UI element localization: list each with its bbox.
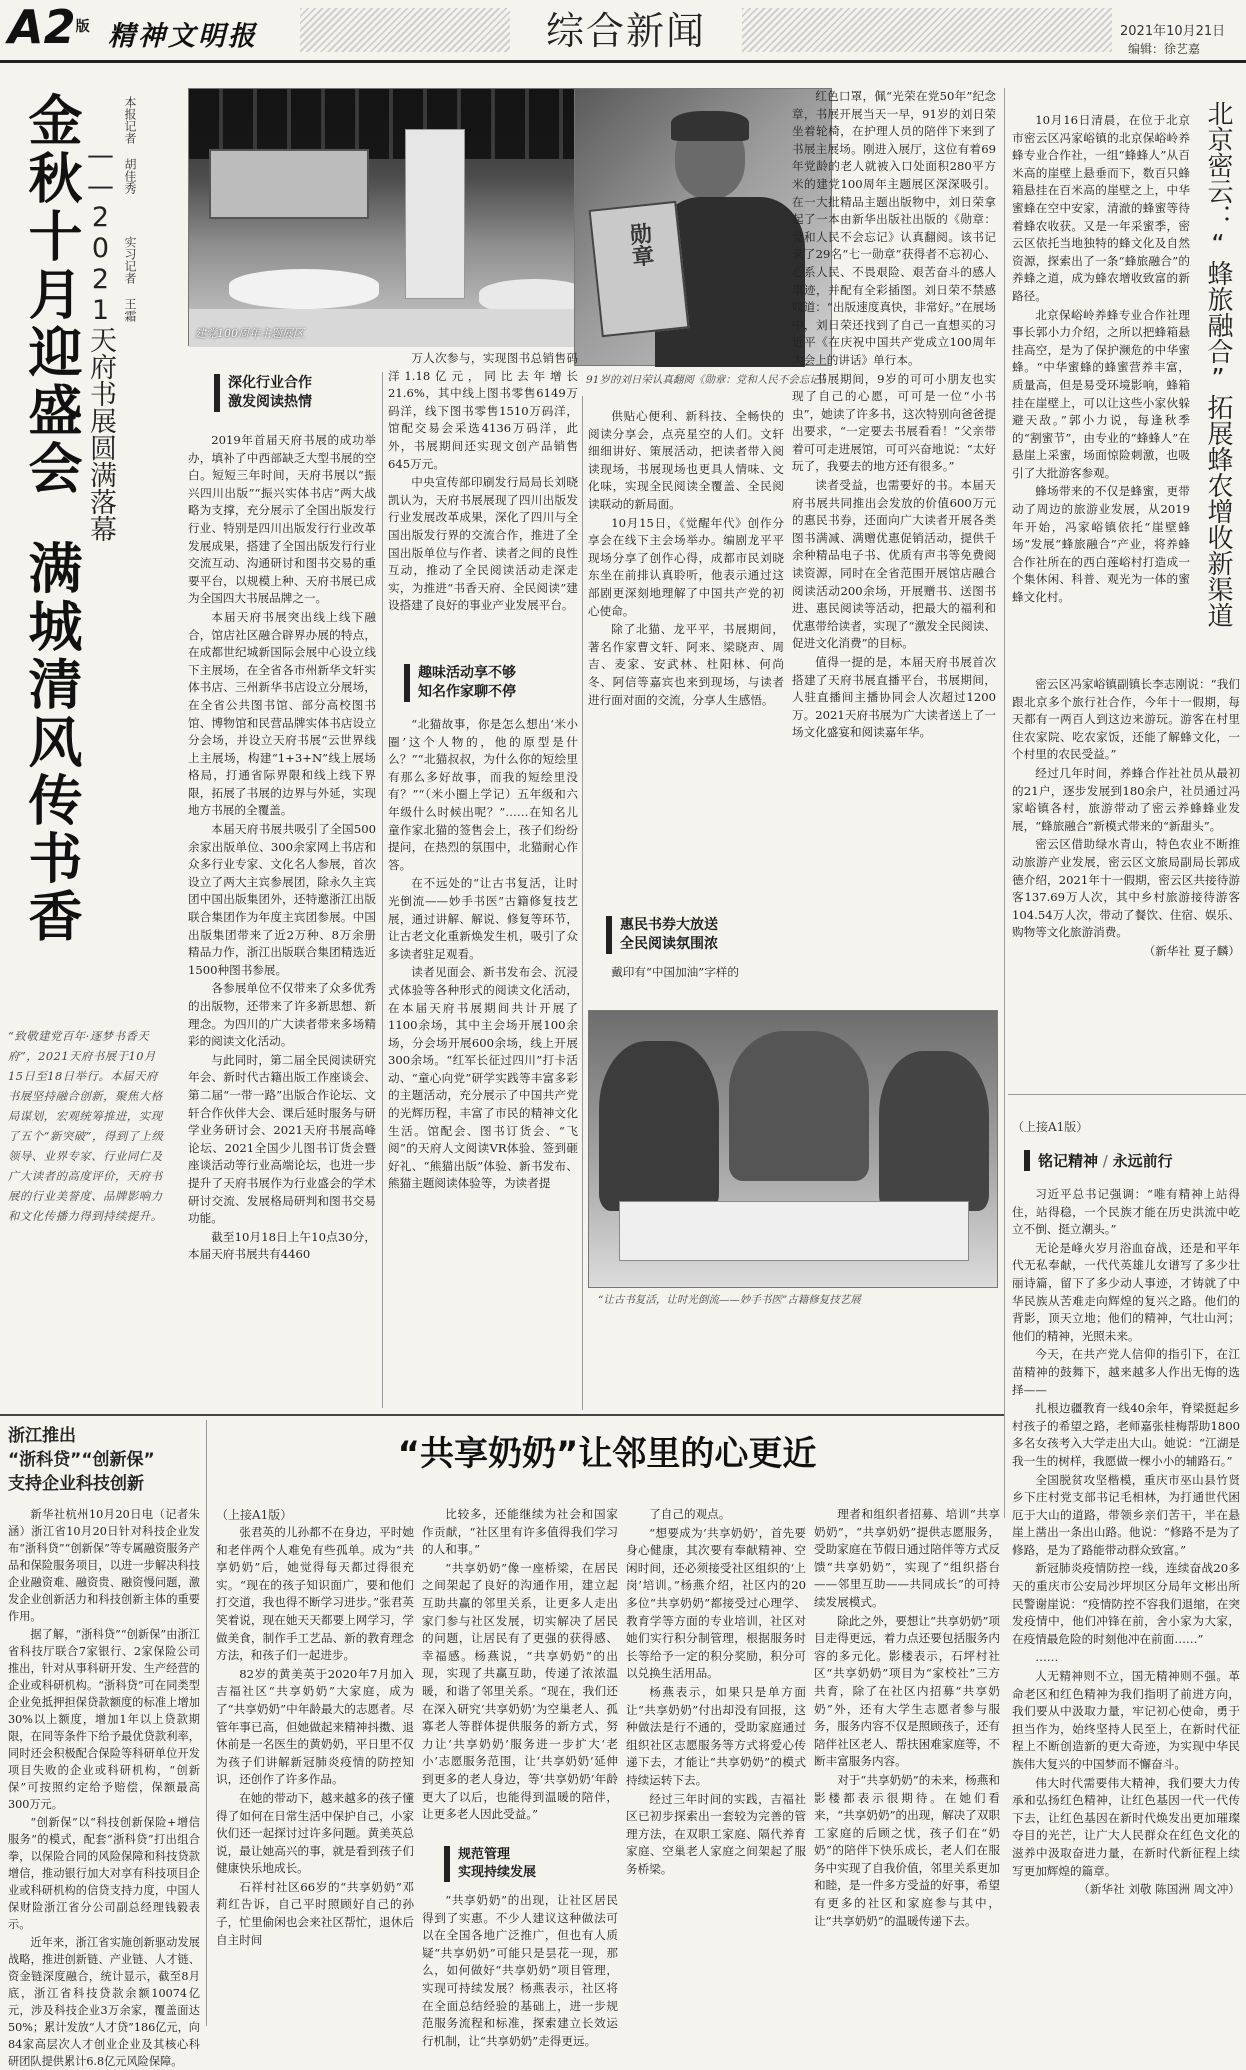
spirit-para: 习近平总书记强调：“唯有精神上站得住，站得稳，一个民族才能在历史洪流中屹立不倒、挺立潮头。” [1012,1187,1240,1237]
lead-subheadline: ——2021天府书展圆满落幕 [85,140,116,542]
lead-col4-para: 书展期间，9岁的可可小朋友也实现了自己的心愿，可可是一位“小书虫”，她读了许多书，这次特别向爸爸提出要求，“一定要去书展看看！”父亲带着可可走进展馆，可可兴奋地说：“太好玩了，我要去的地方还有很多。” [792,371,996,474]
lead-column-3 [588,408,784,902]
lead-byline-2: 实习记者 王霜 [123,236,137,322]
right-story-credit: （新华社 夏子麟） [1143,943,1240,958]
lead-column-2 [388,350,578,660]
section-rule [0,1414,1004,1416]
column-rule [206,1420,207,2026]
masthead [0,0,1246,64]
zhejiang-para: 近年来，浙江省实施创新驱动发展战略，推进创新链、产业链、人才链、资金链深度融合，统计显示，截至8月底，浙江省科技贷款余额10074亿元，涉及科技企业3万余家，覆盖面达50%；累计发放“人才贷”186亿元，向84家高层次人才创业企业及其核心科研团队提供累计6.8亿元风险保障。 [8,1936,200,2068]
lead-col3-para: 除了北猫、龙平平，书展期间，著名作家曹文轩、阿来、梁晓声、周吉、麦家、安武林、杜阳林、何尚冬、阿信等嘉宾也来到现场，与读者进行面对面的交流，分享人生感悟。 [588,622,784,707]
grandma-col1-para: 张君英的儿孙都不在身边，平时她和老伴两个人难免有些孤单。成为“共享奶奶”后，她觉得每天都过得很充实。“现在的孩子知识面广，要和他们打交道，我也得不断学习进步。”张君英笑着说，现在她天天都要上网学习，学做美食，制作手工艺品、新的教育理念方法，和孩子们一起进步。 [216,1525,414,1663]
spirit-title: 铭记精神 / 永远前行 [1024,1150,1173,1171]
elderly-reader-caption: 91岁的刘日荣认真翻阅《勋章：党和人民不会忘记》 [586,374,831,386]
spirit-para: 人无精神则不立，国无精神则不强。革命老区和红色精神为我们指明了前进方向，我们要从中汲取力量，牢记初心使命，勇于担当作为，始终坚持人民至上，在新时代征程上不断创造新的更大奇迹，为实现中华民族伟大复兴的中国梦而不懈奋斗。 [1012,1669,1240,1771]
grandma-col2-para: 比较多，还能继续为社会和国家作贡献，“社区里有许多值得我们学习的人和事。” [422,1507,618,1557]
grandma-column-2b [422,1892,618,2048]
zhejiang-column [8,1506,200,2068]
crowd-left [599,1041,719,1211]
spirit-para: 扎根边疆教育一线40余年，脊梁挺起乡村孩子的希望之路，老师嘉张桂梅帮助1800多名女孩考入大学走出大山。她说：“江湖是我一生的树样，我愿做一棵小小的辅路石。” [1012,1401,1240,1468]
right-story-para: 蜂场带来的不仅是蜂蜜，更带动了周边的旅游业发展，从2019年开始，冯家峪镇依托“崖壁蜂场”发展“蜂旅融合”产业，将养蜂合作社所在的西白莲峪村打造成一个集休闲、科普、观光为一体的蜜蜂文化村。 [1012,484,1190,605]
column-rule [582,396,583,1410]
hall-screen [209,149,369,219]
grandma-headline: “共享奶奶”让邻里的心更近 [397,1434,817,1474]
lead-subhead-2: 趣味活动享不够 知名作家聊不停 [404,664,516,702]
section-title: 综合新闻 [545,9,706,53]
spirit-from-label: （上接A1版） [1012,1120,1089,1134]
lead-col1-para: 各参展单位不仅带来了众多优秀的出版物，还带来了许多新思想、新理念。为四川的广大读者带来多场精彩的阅读文化活动。 [188,981,376,1049]
lead-byline-1: 本报记者 胡佳秀 [123,96,137,194]
page-suffix: 版 [75,19,90,35]
editor-credit: 编辑：徐艺嘉 [1128,42,1201,56]
crowd-center [729,1031,869,1181]
exhibition-hall-photo [188,88,598,346]
grandma-col4-para: 理者和组织者招募、培训“共享奶奶”，“共享奶奶”提供志愿服务，受助家庭在节假日通过陪伴等方式反馈“共享奶奶”，实现了“组织搭台——邻里互助——共同成长”的可持续发展模式。 [814,1507,1000,1609]
spirit-title-b: 永远前行 [1112,1152,1173,1170]
zhejiang-para: 据了解，“浙科贷”“创新保”由浙江省科技厅联合7家银行、2家保险公司推出，针对从事科研开发、生产经营的企业或科研机构。“浙科贷”可在同类型企业免抵押担保贷款额度的标准上增加30%以上额度，增加1年以上贷款期限，在同等条件下给予最优贷款利率，同时还会积极配合保险等科研单位开发项目失败的企业或科研机构，“创新保”可按照约定给予赔偿，保额最高300万元。 [8,1628,200,1811]
lead-col2-para: “北猫故事，你是怎么想出‘米小圈’这个人物的，他的原型是什么？”“北猫叔叔，为什么你的短绘里有那么多好故事，而我的短绘里没有？”“（米小圈上学记）五年级和六年级什么时候出呢？”……在知名儿童作家北猫的签售会上，孩子们纷纷提问，在热烈的氛围中，北猫耐心作答。 [388,717,578,872]
page-label [8,2,90,52]
lead-subhead-3: 惠民书券大放送 全民阅读氛围浓 [606,916,718,954]
right-story-para: 密云区冯家峪镇副镇长李志刚说：“我们跟北京多个旅行社合作，今年十一假期，每天都有一两百人到这边来游玩。游客在村里住农家院、吃农家饭，还能了解蜂文化，一个村里的农民受益。” [1012,677,1240,762]
lead-col2-para: 中央宣传部印刷发行局局长刘晓凯认为，天府书展展现了四川出版发行业发展改革成果，深化了四川与全国出版发行界的交流合作，推进了全国出版单位与作者、读者之间的良性互动，推动了全民阅读活动走深走实，为推进“书香天府、全民阅读”建设搭建了良好的事业产业发展平台。 [388,475,578,613]
restoration-table [619,1201,969,1261]
medal-book [589,201,690,337]
grandma-col2b-para: “共享奶奶”的出现，让社区居民得到了实惠。不少人建议这种做法可以在全国各地广泛推广，但也有人质疑“共享奶奶”可能只是昙花一现，那么，如何做好“共享奶奶”项目管理，实现可持续发展？杨燕表示，社区将在全面总结经验的基础上，进一步规范服务流程和标准，探索建立长效运行机制，让“共享奶奶”走得更远。 [422,1893,618,2048]
lead-col3-para: 10月15日，《觉醒年代》创作分享会在线下主会场举办。编剧龙平平现场分享了创作心得，成都市民刘晓东坐在前排认真聆听，他表示通过这部剧更深刻地理解了中国共产党的初心使命。 [588,515,784,618]
reader-cap [671,111,749,141]
lead-col4-para: 读者受益，也需要好的书。本届天府书展共同推出会发放的价值600万元的惠民书券，还面向广大读者开展各类图书满减、满赠优惠促销活动，提供千余种精品电子书、优质有声书等免费阅读资源，同时在全省范围开展馆店融合阅读活动200余场，开展赠书、送图书进、惠民阅读等活动，把最大的福利和优惠带给读者，实现了“激发全民阅读、促进文化消费”的目标。 [792,478,996,651]
zhejiang-headline-1: 浙江推出 [8,1426,76,1446]
grandma-from-label: （上接A1版） [216,1508,293,1522]
lead-col1-para: 与此同时，第二届全民阅读研究年会、新时代古籍出版工作座谈会、第二届“一带一路”出版合作论坛、文轩合作伙伴大会、课后延时服务与研学业务研讨会、2021天府书展高峰论坛、2021全国少儿图书订货会暨座谈活动等行业高端论坛，也进一步提升了天府书展作为行业盛会的学术研讨交流、发展格局研判和图书交易功能。 [188,1052,376,1226]
lead-col3-tail: 戴印有“中国加油”字样的 [611,965,739,979]
lead-headline-line1: 金秋十月迎盛会 [20,92,83,498]
grandma-column-4 [814,1506,1000,2026]
book-restoration-photo [588,1010,998,1288]
grandma-col4-para: 对于“共享奶奶”的未来，杨燕和影楼都表示很期待。在她们看来，“共享奶奶”的出现，解决了双职工家庭的后顾之忧，孩子们在“奶奶”的陪伴下快乐成长，老人们在服务中实现了自我价值，邻里关系更加和睦，是一件多方受益的好事，希望有更多的社区和家庭参与其中，让“共享奶奶”的温暖传递下去。 [814,1772,1000,1928]
grandma-column-1 [216,1524,414,2026]
grandma-column-2 [422,1506,618,1840]
lead-col1-para: 截至10月18日上午10点30分，本届天府书展共有4460 [188,1229,376,1262]
lead-col4-para: 红色口罩，佩“光荣在党50年”纪念章，书展开展当天一早，91岁的刘日荣坐着轮椅，在护理人员的陪伴下来到了书展主展场。刚进入展厅，这位有着69年党龄的老人就被入口处面积280平方米的建党100周年主题展区深深吸引。在一大批精品主题出版物中，刘日荣拿起了一本由新华出版社出版的《勋章：党和人民不会忘记》认真翻阅。该书记录了29名“七一勋章”获得者不忘初心、心系人民、不畏艰险、艰苦奋斗的感人事迹，并配有全彩插图。刘日荣不禁感叹道：“出版速度真快，非常好。”在展场中，刘日荣还找到了自己一直想买的习近平《在庆祝中国共产党成立100周年大会上的讲话》单行本。 [792,89,996,367]
grandma-col1-para: 82岁的黄美英于2020年7月加入吉福社区“共享奶奶”大家庭，成为了“共享奶奶”中年龄最大的志愿者。尽管年事已高，但她做起来精神抖擞、退休前是一名医生的黄奶奶，平日里不仅为孩子们讲解新冠肺炎疫情的防控知识，还创作了许多作品。 [216,1666,414,1787]
spirit-credit: （新华社 刘敬 陈国洲 周文冲） [1078,1882,1240,1897]
lead-col2-para: 在不远处的“让古书复活，让时光倒流——妙手书医”古籍修复技艺展，通过讲解、解说、修复等环节，让古老文化重新焕发生机，吸引了众多读者驻足观看。 [388,876,578,961]
column-rule [1004,88,1005,1518]
grandma-col2-para: “共享奶奶”像一座桥梁，在居民之间架起了良好的沟通作用，建立起互助共赢的邻里关系，让更多人走出家门参与社区发展，切实解决了居民的问题，让居民有了更强的获得感、幸福感。杨燕说，“共享奶奶”的出现，实现了共赢互助，传递了浓浓温暖，和谐了邻里关系。“现在，我们还在深入研究‘共享奶奶’为空巢老人、孤寡老人等群体提供服务的新方式，努力让‘共享奶奶’服务进一步扩大‘老小’志愿服务范围，让‘共享奶奶’延伸到更多的老人身边，等‘共享奶奶’年龄更大了以后，也能得到温暖的陪伴，让更多老人因此受益。” [422,1560,618,1822]
lead-col1-para: 本届天府书展共吸引了全国500余家出版单位、300余家网上书店和众多行业专家、文化名人参展，首次设立了两大主宾参展团，除永久主宾团中国出版集团外，还特邀浙江出版联合集团作为年度主宾团参展。中国出版集团带来了近2万种、8万余册精品力作，浙江出版联合集团精选近1500种图书参展。 [188,822,376,977]
grandma-col1-para: 在她的带动下，越来越多的孩子懂得了如何在日常生活中保护自己，小家伙们还一起探讨过许多问题。黄美英总说，最让她高兴的事，就是看到孩子们健康快乐地成长。 [216,1790,414,1876]
page-number: A2 [8,0,76,54]
right-story-column-bottom [1012,676,1240,1080]
lead-col1-para: 2019年首届天府书展的成功举办，填补了中西部缺乏大型书展的空白。短短三年时间，天府书展以“振兴四川出版”“振兴实体书店”两大战略为支撑，充分展示了全国出版发行行业、特别是四川出版发行行业改革发展成果，搭建了全国出版发行行业交流互动、沟通研讨和图书交易的重要平台，以规模上种、天府书展已成为全国四大书展品牌之一。 [188,433,376,606]
grandma-column-3 [626,1506,806,2026]
spirit-para: 新冠肺炎疫情防控一线，连续奋战20多天的重庆市公安局沙坪坝区分局年文彬出所民警谢崖说：“疫情防控不容我们退缩，在突发疫情中，他们冲锋在前，舍小家为大家，在疫情最危险的时刻他冲在前面……” [1012,1561,1240,1646]
crowd-right [879,1051,989,1211]
medal-book-title: 勋章 [625,221,655,268]
right-story-headline: 北京密云：“蜂旅融合”拓展蜂农增收新渠道 [1203,100,1233,628]
hall-display-table [229,269,379,309]
grandma-col4-para: 除此之外，要想让“共享奶奶”项目走得更远，着力点还要包括服务内容的多元化。影楼表示，石坪村社区“共享奶奶”项目为“家校社”三方共育，除了在社区内招募“共享奶奶”外，还有大学生志愿者参与服务，服务内容不仅是照顾孩子，还有陪伴社区老人、帮扶困难家庭等，不断丰富服务内容。 [814,1613,1000,1769]
lead-subhead-1: 深化行业合作 激发阅读热情 [214,374,312,412]
right-story-para: 10月16日清晨，在位于北京市密云区冯家峪镇的北京保峪岭养蜂专业合作社，一组“蜂蜂人”从百米高的崖壁上悬垂而下，数百只蜂箱悬挂在百米高的崖壁之上，中华蜜蜂在空中安家，清澈的蜂蜜等待着蜂农收获。又是一年采蜜季，密云区依托当地独特的蜂文化及自然资源，探索出了一条“蜂旅融合”的养蜂之道，成为蜂农增收致富的新路径。 [1012,113,1190,303]
zhejiang-headline-2: “浙科贷”“创新保” [8,1450,155,1470]
grandma-col3-para: “想要成为‘共享奶奶’，首先要身心健康，其次要有奉献精神、空闲时间，还必须接受社区组织的‘上岗’培训。”杨燕介绍，社区内的20多位“共享奶奶”都接受过心理学、教育学等方面的专业培训，社区对她们实行积分制管理，根据服务时长等给予一定的积分奖励，积分可以兑换生活用品。 [626,1525,806,1681]
lead-col4-para: 值得一提的是，本届天府书展首次搭建了天府书展直播平台，书展期间，人驻直播间主播协同会人次超过1200万。2021天府书展为广大读者送上了一场文化盛宴和阅读嘉年华。 [792,655,996,740]
lead-column-2b [388,716,578,1410]
spirit-para: 伟大时代需要伟大精神，我们要大力传承和弘扬红色精神，让红色基因一代一代传下去，让红色基因在新时代焕发出更加璀璨夺目的光芒，让广大人民群众在红色文化的滋养中汲取奋进力量，在新时代新征程上续写更加辉煌的篇章。 [1012,1775,1240,1878]
spirit-para: …… [1035,1650,1059,1665]
exhibition-hall-caption: 建党100周年主题展区 [195,327,304,340]
section-rule [1008,1094,1246,1095]
right-story-column-top [1012,112,1190,672]
spirit-para: 今天，在共产党人信仰的指引下，在江苗精神的鼓舞下，越来越多人作出无悔的选择—— [1012,1347,1240,1397]
grandma-subhead: 规范管理 实现持续发展 [444,1846,536,1882]
right-story-para: 经过几年时间，养蜂合作社社员从最初的21户，逐步发展到180余户，社员通过冯家峪镇各村，旅游带动了密云养蜂蜂业发展，“蜂旅融合”新模式带来的“新甜头”。 [1012,765,1240,833]
column-rule [382,372,383,1408]
zhejiang-para: 新华社杭州10月20日电（记者朱涵）浙江省10月20日针对科技企业发布“浙科贷”“创新保”等专属融资服务产品和保险服务项目，以进一步解决科技企业融资难、融资贵、融资慢问题，激发企业创新活力和科技创新主体的重要作用。 [8,1508,200,1623]
spirit-story-column [1012,1186,1240,2018]
lead-column-1 [188,432,376,1410]
grandma-col3-para: 经过三年时间的实践，吉福社区已初步探索出一套较为完善的管理方法，在双职工家庭、隔代养育家庭、空巢老人家庭之间架起了服务桥梁。 [626,1791,806,1876]
lead-col2-para: 读者见面会、新书发布会、沉浸式体验等各种形式的阅读文化活动，在本届天府书展期间共计开展了1100余场，其中主会场开展100余场，分会场开展600余场，线上开展300余场。“红军长征过四川”打卡活动、“童心向党”研学实践等丰富多彩的主题活动，充分展示了中国共产党的光辉历程，丰富了市民的精神文化生活。馆配会、图书订货会、“飞阅”的天府人文阅读VR体验、签到砸好礼、“熊猫出版”体验、新书发布、熊猫主题阅读体验等，为读者提 [388,965,578,1191]
lead-headline-line2: 满城清风传书香 [20,540,83,946]
zhejiang-para: “创新保”以“科技创新保险+增信服务”的模式，配套“浙科贷”打出组合拳，以保险合同的风险保障和科技贷款增信，推动银行加大对享有科技项目企业或科研机构的信贷支持力度，中国人保财险浙江省分公司副总经理钱毅表示。 [8,1816,200,1931]
paper-name: 精神文明报 [108,21,258,52]
spirit-para: 无论是峰火岁月浴血奋战，还是和平年代无私奉献，一代代英雄儿女谱写了多少壮丽诗篇，留下了多少动人事迹，才铸就了中华民族从苦难走向辉煌的复兴之路。他们的背影，顶天立地；他们的精神，气壮山河；他们的精神，光照未来。 [1012,1240,1240,1343]
lead-col2-para: 万人次参与，实现图书总销售码洋1.18亿元，同比去年增长21.6%，其中线上图书零售6149万码洋，线下图书零售1510万码洋，馆配交易会采选4136万码洋，此外，书展期间还实现文创产品销售645万元。 [388,351,578,471]
grandma-col3-para: 杨燕表示，如果只是单方面让“共享奶奶”付出却没有回报，这种做法是行不通的，受助家庭通过组织社区志愿服务等方式将爱心传递下去，才能让“共享奶奶”的模式持续运转下去。 [626,1684,806,1787]
zhejiang-headline [8,1424,198,1496]
masthead-rule [0,60,1246,63]
issue-date: 2021年10月21日 [1120,24,1226,39]
spirit-title-a: 铭记精神 [1038,1152,1099,1170]
grandma-col1-para: 石祥村社区66岁的“共享奶奶”邓莉红告诉，自己平时照顾好自己的孙子，忙里偷闲也会来社区帮忙，退休后自主时间 [216,1879,414,1947]
spirit-para: 全国脱贫攻坚楷模，重庆市巫山县竹贤乡下庄村党支部书记毛相林，为打通世代困厄于大山的道路，带领乡亲们苦干，半在悬崖上凿出一条出山路。他说：“修路不是为了修路，是为了路能带动群众致富。” [1012,1472,1240,1557]
masthead-hatch [300,8,510,52]
masthead-hatch-right [742,8,1112,52]
lead-summary: “致敬建党百年·逐梦书香天府”，2021天府书展于10月15日至18日举行。本届天府书展坚持融合创新，聚焦大格局谋划，宏观统筹推进，实现了五个“新突破”，得到了上级领导、业界专家、行业同仁及广大读者的高度评价，天府书展的行业美誉度、品牌影响力和文化传播力得到持续提升。 [8,1029,164,1223]
lead-column-3-continued [588,964,784,1006]
right-story-para: 北京保峪岭养蜂专业合作社理事长郭小力介绍，之所以把蜂箱悬挂高空，是为了保护濒危的中华蜜蜂。“中华蜜蜂的蜂蜜营养丰富，质量高，但是易受环境影响，蜂箱挂在崖壁上，可以让这些小家伙躲避天敌。”郭小力说，每逢秋季的“割蜜节”，由专业的“蜂蜂人”在悬崖上采蜜，场面惊险刺激，也吸引了大批游客参观。 [1012,307,1190,480]
lead-col3-para: 供贴心便利、新科技、全畅快的阅读分享会，点亮星空的人们。文轩细细讲好、策展活动，把读者带入阅读现场，书展现场也更具人情味、文化味，实现全民阅读全覆盖、全民阅读联动的新局面。 [588,409,784,511]
right-story-para: 密云区借助绿水青山，特色农业不断推动旅游产业发展，密云区文旅局副局长郭成德介绍，2021年十一假期，密云区共接待游客137.69万人次，其中乡村旅游接待游客104.54万人次，带动了餐饮、住宿、娱乐、购物等文化旅游消费。 [1012,837,1240,940]
lead-col1-para: 本届天府书展突出线上线下融合，馆店社区融合辟界办展的特点，在成都世纪城新国际会展中心设立线下主展场，在全省各市州新华文轩实体书店、三州新华书店设立分展场，在全省公共图书馆、部分高校图书馆、博物馆和民营品牌实体书店设立分会场，并设立天府书展“云世界线上主展场，构建“1+3+N”线上展场格局，打通省际界限和线上线下界限，拓展了书展的边界与外延，实现地方书展的全覆盖。 [188,609,376,818]
book-restoration-caption: “让古书复活，让时光倒流——妙手书医”古籍修复技艺展 [598,1294,861,1306]
hall-pillar [405,129,465,299]
lead-column-4 [792,88,996,1008]
zhejiang-headline-3: 支持企业科技创新 [8,1474,144,1494]
grandma-col3-para: 了自己的观点。 [649,1507,731,1521]
